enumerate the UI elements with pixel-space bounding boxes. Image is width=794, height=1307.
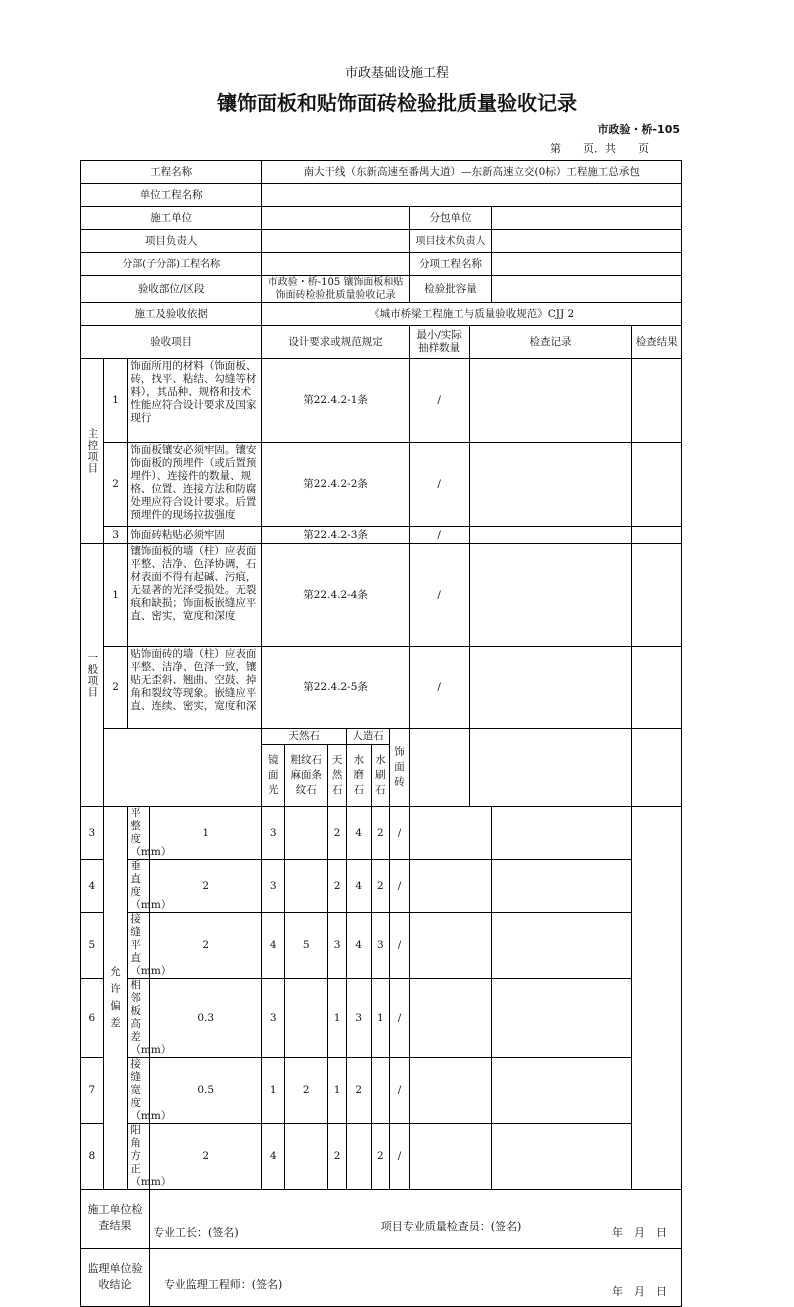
tolerance-value: 4 <box>262 913 285 979</box>
sample-mark: / <box>390 1124 410 1190</box>
tolerance-value: 2 <box>328 1124 347 1190</box>
mirror-polish-label: 镜面光 <box>262 745 285 807</box>
check-result <box>632 647 682 729</box>
tolerance-value: 4 <box>346 860 371 913</box>
project-name-value: 南大干线（东新高速至番禺大道）—东新高速立交(0标）工程施工总承包 <box>262 161 682 184</box>
supervisor-label: 监理单位验收结论 <box>81 1249 150 1307</box>
row-number: 7 <box>81 1058 104 1124</box>
check-result <box>492 860 632 913</box>
tolerance-value: 3 <box>328 913 347 979</box>
document-title: 镶饰面板和贴饰面砖检验批质量验收记录 <box>217 91 577 115</box>
tolerance-value: 4 <box>262 1124 285 1190</box>
supervisor-date: 年 月 日 <box>612 1285 667 1298</box>
row-number: 1 <box>103 544 128 647</box>
check-record <box>469 359 632 443</box>
col-sample: 最小/实际抽样数量 <box>409 326 469 359</box>
tolerance-row <box>81 979 682 1058</box>
tolerance-value: 2 <box>346 1058 371 1124</box>
column-header-row <box>81 326 682 359</box>
basis-label: 施工及验收依据 <box>81 303 262 326</box>
division-value <box>262 253 409 276</box>
tolerance-item-name: 相邻板高差（mm） <box>128 979 150 1058</box>
check-result <box>492 979 632 1058</box>
check-result <box>492 913 632 979</box>
tolerance-value: 3 <box>262 979 285 1058</box>
division-label: 分部(子分部)工程名称 <box>81 253 262 276</box>
check-record <box>469 443 632 527</box>
sample-mark: / <box>409 527 469 544</box>
tolerance-value: 2 <box>328 860 347 913</box>
tolerance-value: 2 <box>285 1058 328 1124</box>
main-control-row <box>81 527 682 544</box>
col-design: 设计要求或规范规定 <box>262 326 409 359</box>
tolerance-value: 3 <box>262 807 285 860</box>
tolerance-value: 2 <box>371 860 390 913</box>
general-label: 一般项目 <box>81 544 104 807</box>
terrazzo-label: 水磨石 <box>346 745 371 807</box>
tolerance-label: 允许偏差 <box>103 807 128 1190</box>
location-value: 市政验・桥-105 镶饰面板和贴饰面砖检验批质量验收记录 <box>262 276 409 303</box>
check-record <box>409 1058 491 1124</box>
blank-cell <box>632 729 682 807</box>
row-number: 3 <box>103 527 128 544</box>
unit-project-label: 单位工程名称 <box>81 184 262 207</box>
row-number: 2 <box>103 647 128 729</box>
clause-ref: 第22.4.2-2条 <box>262 443 409 527</box>
tolerance-item-name: 垂直度（mm） <box>128 860 150 913</box>
rough-stone-label: 粗纹石麻面条纹石 <box>285 745 328 807</box>
location-label: 验收部位/区段 <box>81 276 262 303</box>
check-record <box>469 544 632 647</box>
row-number: 6 <box>81 979 104 1058</box>
contractor-value <box>262 207 409 230</box>
project-name-row <box>81 161 682 184</box>
artificial-stone-label: 人造石 <box>346 729 389 745</box>
tolerance-value <box>371 1058 390 1124</box>
capacity-label: 检验批容量 <box>409 276 491 303</box>
check-record <box>409 860 491 913</box>
subcontractor-value <box>492 207 682 230</box>
sample-mark: / <box>409 647 469 729</box>
row-number: 2 <box>103 443 128 527</box>
blank-cell <box>469 729 632 807</box>
pm-label: 项目负责人 <box>81 230 262 253</box>
supervisor-engineer-signature: 专业监理工程师：(签名) <box>163 1278 283 1291</box>
main-control-row <box>81 359 682 443</box>
check-result <box>632 544 682 647</box>
quality-inspector-signature: 项目专业质量检查员：(签名) <box>380 1220 522 1233</box>
contractor-check-content <box>150 1190 682 1249</box>
contractor-label: 施工单位 <box>81 207 262 230</box>
clause-ref: 第22.4.2-4条 <box>262 544 409 647</box>
tolerance-value: 0.5 <box>150 1058 262 1124</box>
tolerance-value: 1 <box>262 1058 285 1124</box>
form-code: 市政验・桥-105 <box>597 123 680 136</box>
clause-ref: 第22.4.2-5条 <box>262 647 409 729</box>
washed-stone-label: 水刷石 <box>371 745 390 807</box>
tile-label: 饰面砖 <box>390 729 410 807</box>
tolerance-value: 2 <box>150 860 262 913</box>
tolerance-value: 2 <box>150 913 262 979</box>
tolerance-row <box>81 1124 682 1190</box>
tolerance-value: 4 <box>346 807 371 860</box>
tolerance-value: 2 <box>150 1124 262 1190</box>
clause-ref: 第22.4.2-1条 <box>262 359 409 443</box>
subcontractor-label: 分包单位 <box>409 207 491 230</box>
tolerance-value: 0.3 <box>150 979 262 1058</box>
tech-lead-value <box>492 230 682 253</box>
sample-mark: / <box>409 443 469 527</box>
check-record <box>409 807 491 860</box>
sample-mark: / <box>409 544 469 647</box>
tolerance-row <box>81 913 682 979</box>
page-number: 第 页．共 页 <box>550 142 649 155</box>
tolerance-value: 1 <box>328 979 347 1058</box>
tolerance-value <box>285 807 328 860</box>
row-number: 1 <box>103 359 128 443</box>
main-control-row <box>81 443 682 527</box>
tolerance-value <box>346 1124 371 1190</box>
sample-mark: / <box>390 1058 410 1124</box>
tech-lead-label: 项目技术负责人 <box>409 230 491 253</box>
sample-mark: / <box>390 807 410 860</box>
stone-type-header <box>81 729 682 745</box>
item-description: 贴饰面砖的墙（柱）应表面平整、洁净、色泽一致，镶贴无歪斜、翘曲、空鼓、掉角和裂纹等现象。嵌缝应平直、连续、密实，宽度和深 <box>128 647 262 729</box>
tolerance-row <box>81 807 682 860</box>
sample-mark: / <box>390 860 410 913</box>
row-number: 4 <box>81 860 104 913</box>
item-description: 饰面所用的材料（饰面板、砖，找平、粘结、勾缝等材料），其品种、规格和技术性能应符合设计要求及国家现行 <box>128 359 262 443</box>
tolerance-item-name: 平整度（mm） <box>128 807 150 860</box>
tolerance-item-name: 接缝平直（mm） <box>128 913 150 979</box>
tolerance-row <box>81 1058 682 1124</box>
tolerance-value: 2 <box>371 1124 390 1190</box>
check-result <box>632 359 682 443</box>
check-record <box>409 979 491 1058</box>
tolerance-value: 2 <box>328 807 347 860</box>
tolerance-value: 3 <box>371 913 390 979</box>
tolerance-value: 3 <box>262 860 285 913</box>
tolerance-value: 1 <box>328 1058 347 1124</box>
general-row <box>81 544 682 647</box>
tolerance-item-name: 阳角方正（mm） <box>128 1124 150 1190</box>
tolerance-rows <box>81 807 682 1190</box>
item-description: 饰面板镶安必须牢固。镶安饰面板的预埋件（或后置预埋件）、连接件的数量、规格、位置、连接方法和防腐处理应符合设计要求。后置预埋件的现场拉拔强度 <box>128 443 262 527</box>
tolerance-value <box>285 860 328 913</box>
col-item: 验收项目 <box>81 326 262 359</box>
check-record <box>409 1124 491 1190</box>
check-record <box>469 647 632 729</box>
unit-project-value <box>262 184 682 207</box>
row-number: 3 <box>81 807 104 860</box>
pm-value <box>262 230 409 253</box>
tolerance-value <box>285 979 328 1058</box>
col-result: 检查结果 <box>632 326 682 359</box>
supervisor-content <box>150 1249 682 1307</box>
check-record <box>409 913 491 979</box>
natural-stone-sub-label: 天然石 <box>328 745 347 807</box>
check-result <box>492 807 632 860</box>
sample-mark: / <box>390 913 410 979</box>
clause-ref: 第22.4.2-3条 <box>262 527 409 544</box>
check-record <box>469 527 632 544</box>
contractor-date: 年 月 日 <box>612 1226 667 1239</box>
basis-value: 《城市桥梁工程施工与质量验收规范》CJJ 2 <box>262 303 682 326</box>
tolerance-row <box>81 860 682 913</box>
natural-stone-label: 天然石 <box>262 729 347 745</box>
project-name-label: 工程名称 <box>81 161 262 184</box>
col-record: 检查记录 <box>469 326 632 359</box>
subitem-label: 分项工程名称 <box>409 253 491 276</box>
check-result <box>632 527 682 544</box>
check-result <box>632 443 682 527</box>
tolerance-value <box>285 1124 328 1190</box>
supervisor-row <box>81 1249 682 1307</box>
sample-mark: / <box>409 359 469 443</box>
contractor-check-row <box>81 1190 682 1249</box>
tolerance-value: 5 <box>285 913 328 979</box>
tolerance-item-name: 接缝宽度（mm） <box>128 1058 150 1124</box>
check-result <box>492 1124 632 1190</box>
tolerance-value: 4 <box>346 913 371 979</box>
tolerance-value: 2 <box>371 807 390 860</box>
contractor-check-label: 施工单位检查结果 <box>81 1190 150 1249</box>
row-number: 5 <box>81 913 104 979</box>
tolerance-value: 1 <box>371 979 390 1058</box>
sample-mark: / <box>390 979 410 1058</box>
blank-cell <box>103 729 262 807</box>
tolerance-value: 3 <box>346 979 371 1058</box>
foreman-signature: 专业工长：(签名) <box>153 1226 239 1239</box>
item-description: 饰面砖粘贴必须牢固 <box>128 527 262 544</box>
check-result <box>492 1058 632 1124</box>
item-description: 镶饰面板的墙（柱）应表面平整、洁净、色泽协调，石材表面不得有起碱、污痕，无显著的光泽受损处。无裂痕和缺损；饰面板嵌缝应平直、密实，宽度和深度 <box>128 544 262 647</box>
capacity-value <box>492 276 682 303</box>
main-control-label: 主控项目 <box>81 359 104 544</box>
inspection-record-table <box>80 160 682 1307</box>
general-row <box>81 647 682 729</box>
document-category: 市政基础设施工程 <box>344 66 449 81</box>
tolerance-value: 1 <box>150 807 262 860</box>
subitem-value <box>492 253 682 276</box>
blank-cell <box>409 729 469 807</box>
row-number: 8 <box>81 1124 104 1190</box>
